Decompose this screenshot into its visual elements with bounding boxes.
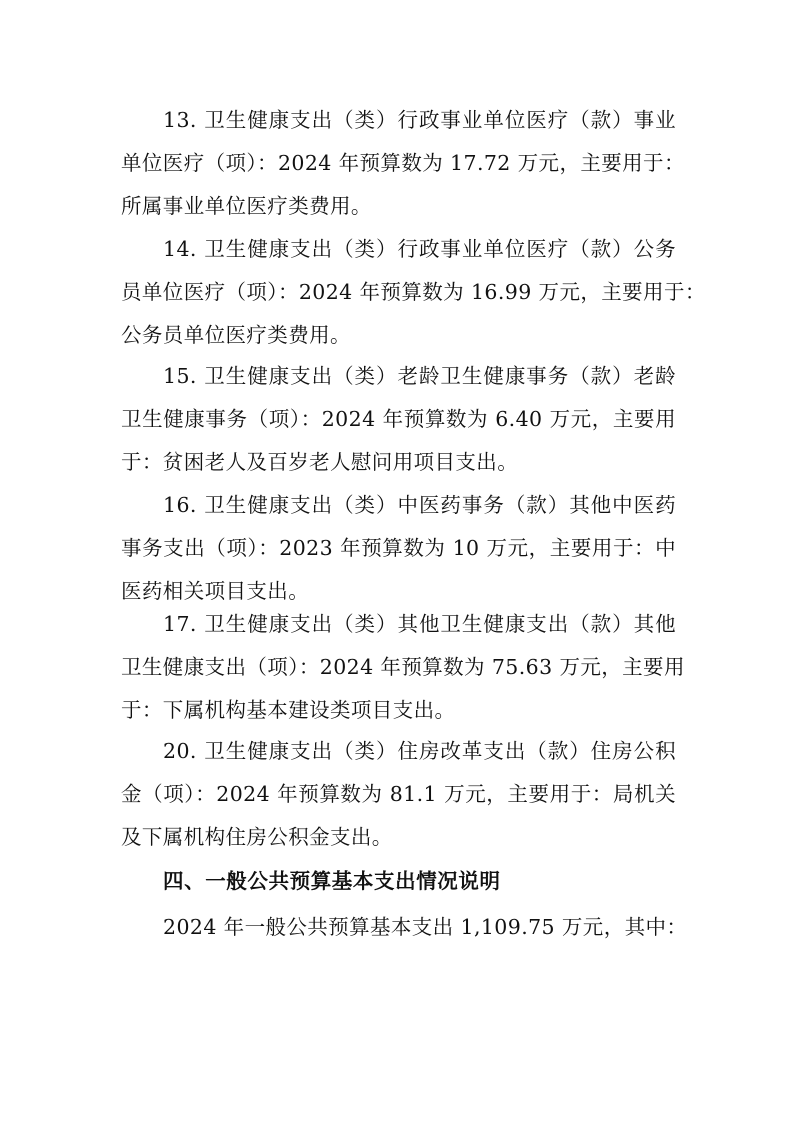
paragraph-line: 卫生健康事务（项）：2024 年预算数为 6.40 万元，主要用 [121, 407, 676, 431]
paragraph-line: 事务支出（项）：2023 年预算数为 10 万元，主要用于：中 [121, 536, 676, 560]
paragraph-line: 17. 卫生健康支出（类）其他卫生健康支出（款）其他 [163, 612, 676, 636]
budget-item-13 [121, 99, 685, 228]
paragraph-line: 2024 年一般公共预算基本支出 1,109.75 万元，其中： [163, 915, 688, 939]
paragraph-line: 金（项）：2024 年预算数为 81.1 万元，主要用于：局机关 [121, 782, 676, 806]
budget-item-15 [121, 355, 676, 484]
paragraph-line: 13. 卫生健康支出（类）行政事业单位医疗（款）事业 [163, 108, 676, 132]
paragraph-line: 于：下属机构基本建设类项目支出。 [121, 698, 456, 722]
budget-item-14 [121, 228, 706, 357]
budget-item-17 [121, 603, 685, 732]
paragraph-line: 15. 卫生健康支出（类）老龄卫生健康事务（款）老龄 [163, 364, 676, 388]
budget-item-20 [121, 730, 676, 859]
paragraph-line: 卫生健康支出（项）：2024 年预算数为 75.63 万元，主要用 [121, 655, 685, 679]
budget-item-16 [121, 484, 676, 613]
paragraph-line: 及下属机构住房公积金支出。 [121, 825, 393, 849]
paragraph-line: 于：贫困老人及百岁老人慰问用项目支出。 [121, 450, 519, 474]
summary-paragraph [121, 906, 688, 949]
paragraph-line: 员单位医疗（项）：2024 年预算数为 16.99 万元，主要用于： [121, 280, 706, 304]
paragraph-line: 所属事业单位医疗类费用。 [121, 194, 372, 218]
paragraph-line: 医药相关项目支出。 [121, 579, 310, 603]
section-heading: 四、一般公共预算基本支出情况说明 [163, 869, 501, 893]
paragraph-line: 公务员单位医疗类费用。 [121, 323, 351, 347]
paragraph-line: 14. 卫生健康支出（类）行政事业单位医疗（款）公务 [163, 237, 676, 261]
paragraph-line: 16. 卫生健康支出（类）中医药事务（款）其他中医药 [163, 493, 676, 517]
paragraph-line: 20. 卫生健康支出（类）住房改革支出（款）住房公积 [163, 739, 676, 763]
paragraph-line: 单位医疗（项）：2024 年预算数为 17.72 万元，主要用于： [121, 151, 685, 175]
